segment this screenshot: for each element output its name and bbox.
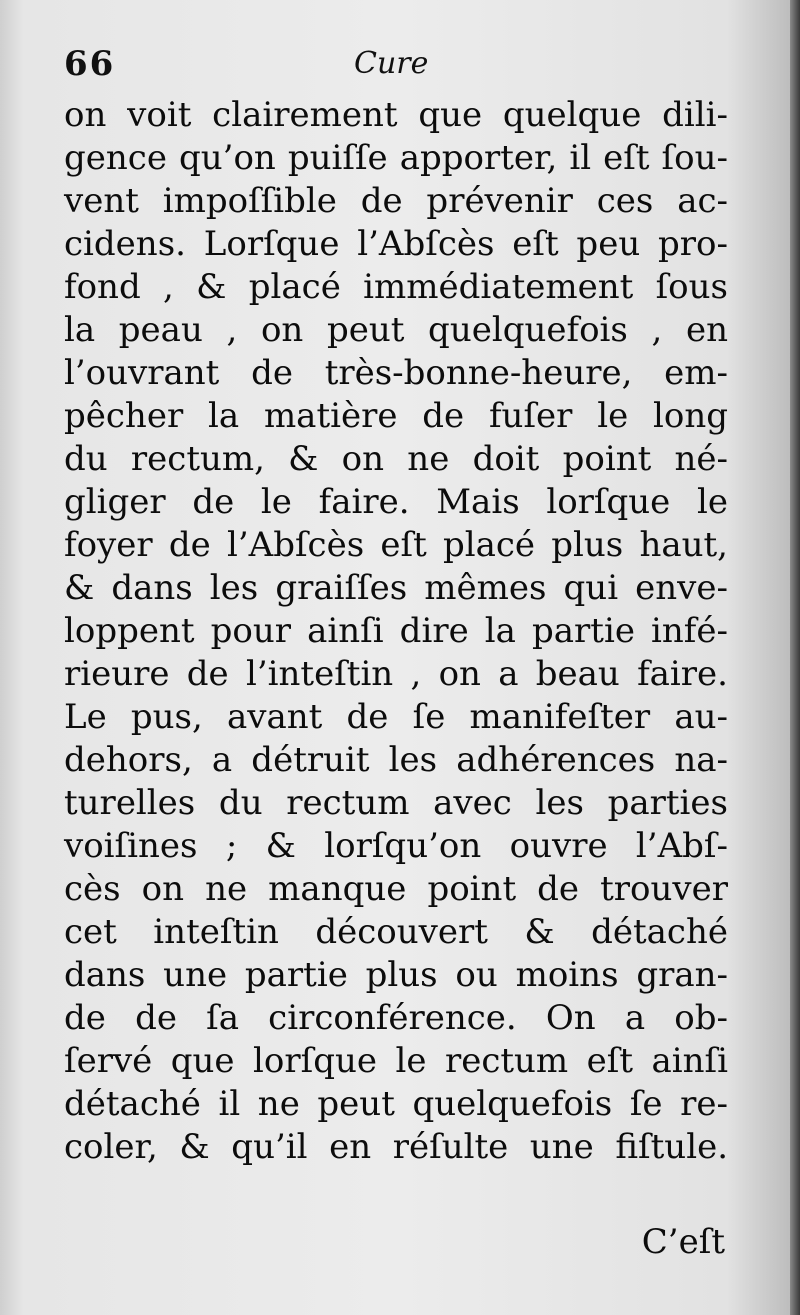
- text-line: de de ſa circonférence. On a ob-: [64, 998, 728, 1038]
- text-line: & dans les graiſſes mêmes qui enve-: [64, 568, 728, 608]
- page-edge-shadow: [790, 0, 800, 1315]
- text-line: coler, & qu’il en réſulte une fiſtule.: [64, 1127, 728, 1167]
- catchword: C’eſt: [641, 1222, 725, 1262]
- text-line: dans une partie plus ou moins gran-: [64, 955, 728, 995]
- text-line: Le pus, avant de ſe manifeſter au-: [64, 697, 728, 737]
- text-line: pêcher la matière de fuſer le long: [64, 396, 728, 436]
- text-line: voiſines ; & lorſqu’on ouvre l’Abſ-: [64, 826, 728, 866]
- text-line: détaché il ne peut quelquefois ſe re-: [64, 1084, 728, 1124]
- text-line: cès on ne manque point de trouver: [64, 869, 728, 909]
- body-text: [64, 94, 728, 1169]
- running-head: Cure: [354, 46, 429, 81]
- text-line: turelles du rectum avec les parties: [64, 783, 728, 823]
- text-line: gence qu’on puiſſe apporter, il eſt ſou-: [64, 138, 728, 178]
- text-line: du rectum, & on ne doit point né-: [64, 439, 728, 479]
- text-line: loppent pour ainſi dire la partie infé-: [64, 611, 728, 651]
- text-line: fond , & placé immédiatement ſous: [64, 267, 728, 307]
- text-line: on voit clairement que quelque dili-: [64, 95, 728, 135]
- text-line: cidens. Lorſque l’Abſcès eſt peu pro-: [64, 224, 728, 264]
- page-number: 66: [64, 44, 116, 84]
- text-line: foyer de l’Abſcès eſt placé plus haut,: [64, 525, 728, 565]
- text-line: vent impoſſible de prévenir ces ac-: [64, 181, 728, 221]
- text-line: gliger de le faire. Mais lorſque le: [64, 482, 728, 522]
- text-line: ſervé que lorſque le rectum eſt ainſi: [64, 1041, 728, 1081]
- page-header: [64, 44, 724, 94]
- text-line: l’ouvrant de très-bonne-heure, em-: [64, 353, 728, 393]
- text-line: dehors, a détruit les adhérences na-: [64, 740, 728, 780]
- text-line: cet inteſtin découvert & détaché: [64, 912, 728, 952]
- text-line: rieure de l’inteſtin , on a beau faire.: [64, 654, 728, 694]
- text-line: la peau , on peut quelquefois , en: [64, 310, 728, 350]
